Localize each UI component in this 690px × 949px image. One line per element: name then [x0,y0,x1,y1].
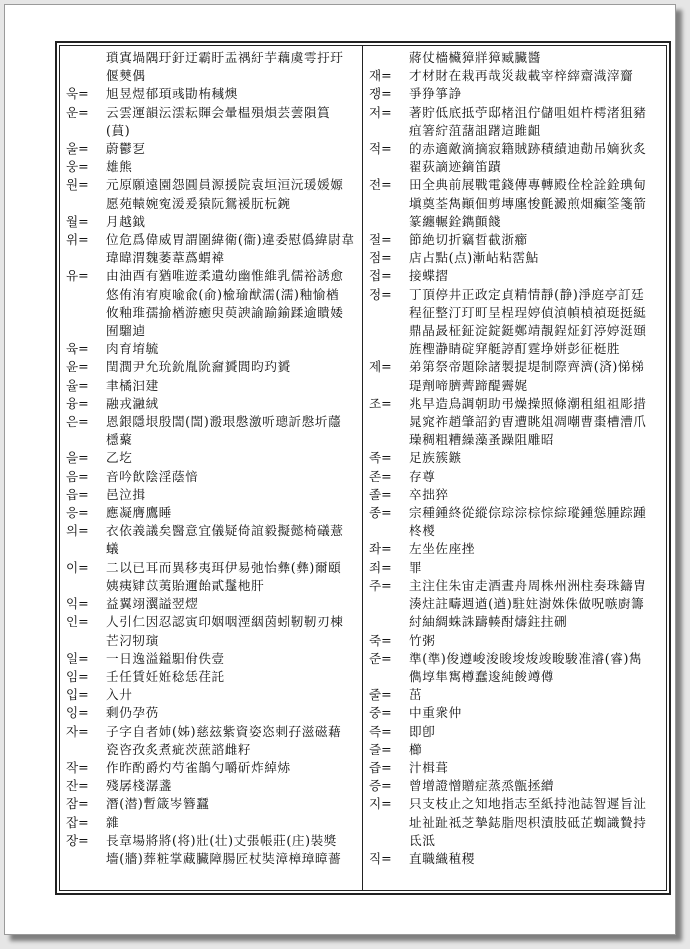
syllable-key [369,395,409,413]
syllable-key [66,158,106,176]
syllable-key-text: 잉= [66,705,89,721]
hanja-entry [369,777,662,795]
hanja-list: 雜 [106,814,120,830]
hanja-list: 益翼翊瀷謚翌熤 [106,596,199,612]
hanja-list: 爭狰箏諍 [409,86,462,102]
hanja-list: 宗種鍾終從縱倧琮淙棕悰綜瑽鍾慫腫踪踵 柊椶 [409,505,647,539]
syllable-key [369,704,409,722]
hanja-list: 人引仁因忍認寅印姻咽湮絪茵蚓靭靭刃棟 芒汈牣璌 [106,614,344,648]
hanja-entry [66,358,358,376]
hanja-entry [369,231,662,249]
syllable-key [369,267,409,285]
hanja-list: 才材財在栽再哉災裁載宰梓縡齋渽滓齎 [409,68,634,84]
syllable-key [66,377,106,395]
hanja-entry [66,468,358,486]
syllable-key-text: 죽= [369,632,392,648]
hanja-list: 旭昱煜郁頊彧勖栯稶燠 [106,86,238,102]
syllable-key-text: 잡= [66,814,89,830]
syllable-key-text: 잠= [66,796,89,812]
hanja-list: 二以已耳而異移夷珥伊易弛怡彝(彝)爾頤 姨痍肄苡荑貽邇飴貳鬔杝肝 [106,559,342,593]
hanja-list: 長章場將將(将)壯(壮)丈張帳莊(庄)裝獎 墻(牆)葬粧掌藏臟障腸匠杖奘漳樟璋暲薔 [106,832,342,866]
syllable-key-text: 위= [66,232,89,248]
hanja-list: 的赤適敵滴摘寂籍賊跡積績迪勣吊嫡狄炙 翟荻謫迹鏑笛蹟 [409,141,647,175]
syllable-key-text: 저= [369,104,392,120]
syllable-key [66,395,106,413]
syllable-key [66,777,106,795]
syllable-key [369,650,409,668]
syllable-key-text: 울= [66,141,89,157]
hanja-list: 閏潤尹允玧鈗胤阭奫贇閭昀玓贇 [106,359,291,375]
syllable-key-text: 욱= [66,86,89,102]
hanja-list: 云雲運韻沄澐耘賱会暈榅殞熉芸蕓隕篔 (蒷) [106,104,331,138]
hanja-list: 主注住朱宙走酒晝舟周株州洲柱奏珠鑄胄 湊炷註疇週遒(遒)駐妵澍姝侏做呪嗾廚籌 紂紬綢蛛誅躊輳酎燽鉒拄硎 [409,577,647,630]
syllable-key-text: 재= [369,68,392,84]
hanja-list: 乙圪 [106,450,133,466]
syllable-key-text: 직= [369,850,392,866]
syllable-key-text: 육= [66,341,89,357]
hanja-entry [66,413,358,449]
syllable-key [66,832,106,850]
left-column [60,46,363,890]
syllable-key [66,231,106,249]
syllable-key-text: 익= [66,596,89,612]
syllable-key [369,777,409,795]
hanja-entry [66,377,358,395]
hanja-list: 應凝膺鷹睡 [106,505,172,521]
hanja-entry [369,449,662,467]
syllable-key [66,504,106,522]
hanja-list: 瑣寘堝隅玗釪迂霸盱盂禑紆芋藕虞雩扜玗 偃僰偶 [106,50,344,84]
syllable-key-text: 월= [66,213,89,229]
syllable-key-text: 유= [66,268,89,284]
hanja-entry [66,814,358,832]
hanja-list: 店占點(点)漸岾粘霑鮎 [409,250,539,266]
hanja-list: 罪 [409,559,423,575]
hanja-list: 中重衆仲 [409,705,462,721]
hanja-list: 弟第祭帝題除諸製提堤制際齊濟(済)悌梯 瑅劑啼臍薺蹄醍霽娓 [409,359,645,393]
syllable-key-text: 윤= [66,359,89,375]
syllable-key-text: 족= [369,450,392,466]
syllable-key-text: 접= [369,268,392,284]
syllable-key [66,595,106,613]
syllable-key [369,850,409,868]
syllable-key-text: 읍= [66,486,89,502]
hanja-entry [369,540,662,558]
syllable-key [369,504,409,522]
hanja-entry [369,504,662,540]
hanja-entry [369,704,662,722]
hanja-list: 位危爲偉威胃謂圍緯衛(衞)違委慰僞緯尉韋 瑋暐渭魏萎葦蔿蝟褘 [106,232,355,266]
hanja-entry [369,67,662,85]
hanja-entry [369,85,662,103]
hanja-entry [66,213,358,231]
hanja-entry [369,741,662,759]
hanja-list: 入廾 [106,687,133,703]
syllable-key-text: 적= [369,141,392,157]
syllable-key-text: 제= [369,359,392,375]
hanja-list: 足族簇鏃 [409,450,462,466]
syllable-key-text: 을= [66,450,89,466]
syllable-key [66,759,106,777]
syllable-key [369,358,409,376]
hanja-entry [66,759,358,777]
hanja-entry [369,723,662,741]
syllable-key-text: 정= [369,286,392,302]
hanja-entry [66,832,358,868]
hanja-list: 邑泣揖 [106,486,146,502]
syllable-key [66,613,106,631]
syllable-key-text: 운= [66,104,89,120]
hanja-list: 卒拙猝 [409,486,449,502]
syllable-key-text: 응= [66,505,89,521]
hanja-list: 一日逸溢鎰馹佾佚壹 [106,650,225,666]
hanja-entry [369,140,662,176]
syllable-key-text: 점= [369,250,392,266]
hanja-entry [369,286,662,359]
syllable-key [369,686,409,704]
hanja-entry [66,595,358,613]
syllable-key-text: 인= [66,614,89,630]
syllable-key-text: 증= [369,778,392,794]
hanja-entry [369,577,662,632]
hanja-entry [66,340,358,358]
hanja-list: 汁楫葺 [409,759,449,775]
syllable-key-text: 입= [66,687,89,703]
syllable-key [369,231,409,249]
syllable-key-text: 즐= [369,741,392,757]
hanja-list: 即卽 [409,723,436,739]
hanja-entry [369,358,662,394]
hanja-entry [369,795,662,850]
syllable-key-text: 은= [66,414,89,430]
hanja-entry [66,104,358,140]
hanja-entry [66,522,358,558]
syllable-key-text: 쟁= [369,86,392,102]
syllable-key [66,704,106,722]
hanja-entry [66,613,358,649]
hanja-list: 接蝶摺 [409,268,449,284]
syllable-key [369,249,409,267]
syllable-key [369,723,409,741]
hanja-list: 兆早造鳥調朝助弔燥操照條潮租組祖彫措 晁窕祚趙肇詔釣曺遭眺俎凋嘲曹棗槽漕爪 璪稠粗糟繰藻蚤躁阻雕昭 [409,395,647,448]
syllable-key [369,632,409,650]
hanja-entry [66,85,358,103]
hanja-entry [369,486,662,504]
syllable-key [66,176,106,194]
syllable-key [369,559,409,577]
syllable-key-text: 잔= [66,778,89,794]
syllable-key [369,140,409,158]
document-page [4,4,676,935]
syllable-key-text: 의= [66,523,89,539]
hanja-list: 音吟飮陰淫蔭愔 [106,468,199,484]
syllable-key-text: 준= [369,650,392,666]
syllable-key [66,49,106,67]
syllable-key-text: 음= [66,468,89,484]
hanja-list: 直職織稙稷 [409,850,475,866]
syllable-key-text: 줄= [369,687,392,703]
hanja-list: 竹粥 [409,632,436,648]
syllable-key [369,741,409,759]
hanja-entry [369,650,662,686]
syllable-key-text: 융= [66,395,89,411]
hanja-list: 剩仍孕芿 [106,705,159,721]
syllable-key-text: 좌= [369,541,392,557]
hanja-list: 節絶切折竊晢截浙癤 [409,232,528,248]
syllable-key [66,486,106,504]
hanja-entry [369,686,662,704]
syllable-key [369,759,409,777]
syllable-key [66,340,106,358]
hanja-list: 潛(潜)暫箴岑簪蠶 [106,796,210,812]
syllable-key [369,85,409,103]
syllable-key [369,540,409,558]
syllable-key [66,449,106,467]
hanja-entry [66,176,358,212]
hanja-list: 肉育堉毓 [106,341,159,357]
syllable-key-text: 지= [369,796,392,812]
hanja-entry [369,49,662,67]
hanja-list: 壬任賃妊姙稔恁荏託 [106,668,225,684]
hanja-list: 恩銀隱垠殷誾(誾)溵珢慇激听璁訢慇圻蘟 檼藂 [106,414,342,448]
hanja-list: 元原願遠園怨圓員源援院袁垣洹沅瑗媛嫄 愿苑轅婉寃湲爰猿阮鴛褑朊杬鋺 [106,177,344,211]
syllable-key-text: 율= [66,377,89,393]
hanja-entry [369,468,662,486]
hanja-list: 子字自者姉(姊)慈玆紫資姿恣刺孖滋磁藉 瓷咨孜炙煮疵茨蔗諮雌籽 [106,723,342,757]
syllable-key [369,486,409,504]
syllable-key [66,795,106,813]
hanja-list: 準(準)俊遵峻浚晙埈焌竣畯駿准濬(睿)雋 儁埻隼寯樽蠢逡純餕竴僔 [409,650,643,684]
hanja-entry [66,449,358,467]
hanja-entry [66,231,358,267]
hanja-entry [66,267,358,340]
syllable-key-text: 졸= [369,486,392,502]
hanja-list: 丁頂停井正政定貞精情靜(静)淨庭亭訂廷 程征整汀玎町呈桯珵婷偵湞幀楨禎珽挺綎 鼎晶晸柾鉦淀錠鋌鄭靖靚鋥炡釘渟婷涏頲 旌檉瀞睛碇穽艇諪酊霆埩姘彭征梃胜 [409,286,647,357]
syllable-key-text: 종= [369,505,392,521]
hanja-entry [66,158,358,176]
hanja-entry [66,795,358,813]
syllable-key [66,468,106,486]
hanja-list: 聿橘汩建 [106,377,159,393]
hanja-entry [369,104,662,140]
hanja-list: 作昨酌爵灼芍雀鵲勺嚼斫炸綽焃 [106,759,291,775]
hanja-entry [369,395,662,450]
hanja-entry [369,632,662,650]
syllable-key-text: 절= [369,232,392,248]
syllable-key [369,468,409,486]
syllable-key [369,104,409,122]
syllable-key [369,49,409,67]
syllable-key [66,814,106,832]
hanja-table [55,41,671,895]
hanja-list: 左坐佐座挫 [409,541,475,557]
syllable-key-text: 원= [66,177,89,193]
syllable-key-text: 주= [369,577,392,593]
syllable-key [66,267,106,285]
hanja-entry [66,704,358,722]
syllable-key-text: 즉= [369,723,392,739]
hanja-entry [66,650,358,668]
hanja-entry [66,486,358,504]
syllable-key-text: 전= [369,177,392,193]
syllable-key-text: 웅= [66,159,89,175]
hanja-list: 殘孱棧潺盞 [106,778,172,794]
hanja-entry [66,140,358,158]
hanja-entry [369,249,662,267]
syllable-key-text: 장= [66,832,89,848]
syllable-key [66,559,106,577]
syllable-key [66,686,106,704]
hanja-entry [66,504,358,522]
syllable-key-text: 즙= [369,759,392,775]
syllable-key-text: 일= [66,650,89,666]
hanja-list: 存尊 [409,468,436,484]
hanja-entry [66,395,358,413]
syllable-key [66,723,106,741]
hanja-list: 衣依義議矣醫意宜儀疑倚誼毅擬懿椅礒薏 蟻 [106,523,344,557]
hanja-list: 櫛 [409,741,423,757]
hanja-entry [66,668,358,686]
syllable-key-text: 중= [369,705,392,721]
syllable-key [369,577,409,595]
hanja-list: 只支枝止之知地指志至紙持池誌智遲旨沚 址祉趾祗芝摯鋕脂咫枳漬肢砥芷蜘識贄持 氐泜 [409,796,647,848]
syllable-key [369,286,409,304]
hanja-entry [369,559,662,577]
hanja-entry [369,759,662,777]
syllable-key [66,650,106,668]
syllable-key [66,413,106,431]
hanja-entry [369,267,662,285]
syllable-key [66,104,106,122]
syllable-key [66,668,106,686]
hanja-entry [66,49,358,85]
syllable-key-text: 자= [66,723,89,739]
hanja-entry [369,850,662,868]
syllable-key-text: 작= [66,759,89,775]
hanja-list: 著貯低底抵苧邸楮沮佇儲咀姐杵樗渚狙豬 疽箸紵菹藷詛躇這雎齟 [409,104,647,138]
hanja-list: 融戎瀜絨 [106,395,159,411]
syllable-key [369,176,409,194]
hanja-entry [66,777,358,795]
syllable-key-text: 임= [66,668,89,684]
syllable-key-text: 존= [369,468,392,484]
syllable-key [369,67,409,85]
hanja-entry [66,559,358,595]
syllable-key-text: 조= [369,395,392,411]
syllable-key [66,358,106,376]
syllable-key [66,85,106,103]
syllable-key [369,795,409,813]
syllable-key-text: 죄= [369,559,392,575]
hanja-entry [66,723,358,759]
syllable-key [369,449,409,467]
syllable-key-text: 이= [66,559,89,575]
hanja-list: 月越鉞 [106,213,146,229]
hanja-entry [369,176,662,231]
syllable-key [66,522,106,540]
hanja-list: 由油酉有猶唯遊柔遺幼幽惟維乳儒裕誘愈 悠侑洧宥庾喩兪(俞)楡瑜猷濡(濡)釉愉楢 攸釉琟孺揄楢游癒臾萸諛諭踰鍮蹂逾瞶婑 囿騮逌 [106,268,344,339]
hanja-list: 茁 [409,687,423,703]
hanja-list: 曾增證憎贈症蒸烝甑拯繒 [409,778,555,794]
hanja-list: 田全典前展戰電錢傳專轉殿佺栓詮銓琠甸 塡奠荃雋顚佃剪塼廛悛氈澱煎畑癲筌箋箭 篆纏輾銓鐫顫餞 [409,177,647,229]
syllable-key [66,213,106,231]
syllable-key [66,140,106,158]
hanja-list: 蔣仗檣欌獐牂獐臧臟醬 [409,50,541,65]
right-column [363,46,666,890]
hanja-list: 蔚鬱乭 [106,141,146,157]
hanja-list: 雄熊 [106,159,133,175]
hanja-entry [66,686,358,704]
